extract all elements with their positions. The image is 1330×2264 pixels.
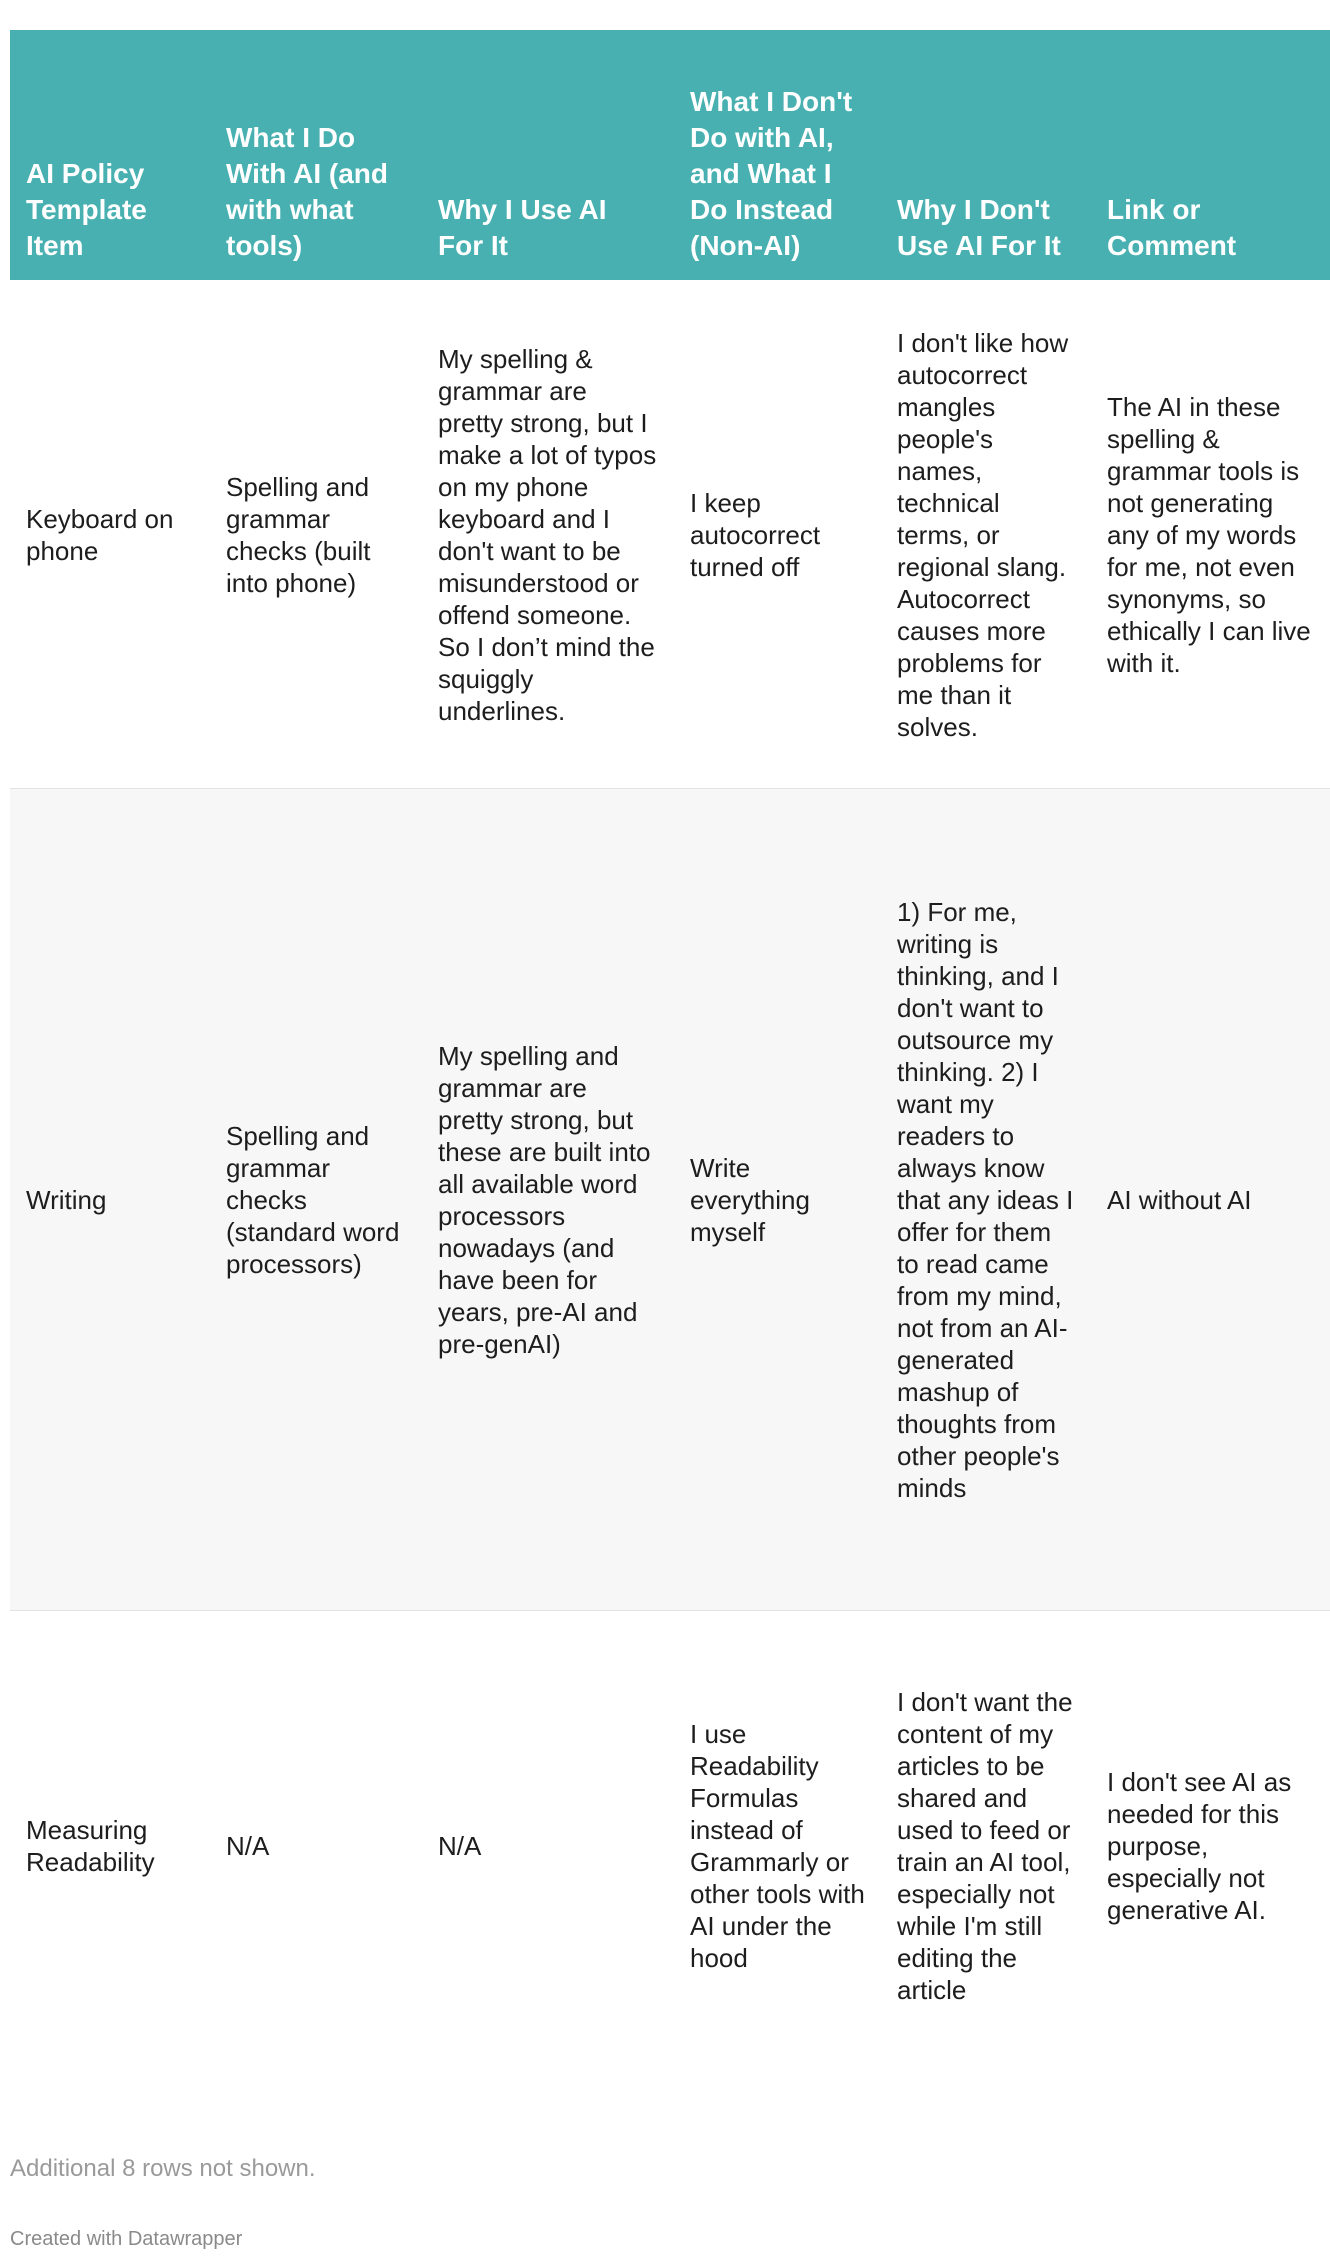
column-header-do-with-ai[interactable]: What I Do With AI (and with what tools) — [210, 30, 422, 280]
ai-policy-table-container — [10, 30, 1311, 2080]
cell-why-not-use-ai: I don't want the content of my articles to be shared and used to feed or train an AI tool, especially not while I'm still editing the article — [897, 1687, 1073, 2006]
cell-item: Keyboard on phone — [10, 280, 210, 788]
cell-do-with-ai: Spelling and grammar checks (built into phone) — [210, 280, 422, 788]
cell-do-with-ai: N/A — [226, 1831, 270, 1862]
cell-item: Writing — [10, 788, 210, 1610]
cell-do-with-ai: Spelling and grammar checks (standard word processors) — [210, 788, 422, 1610]
column-header-why-not-use-ai[interactable]: Why I Don't Use AI For It — [881, 30, 1091, 280]
hidden-rows-note: Additional 8 rows not shown. — [10, 2155, 316, 2182]
column-header-dont-do-with-ai[interactable]: What I Don't Do with AI, and What I Do Instead (Non-AI) — [674, 30, 881, 280]
cell-why-use-ai: My spelling & grammar are pretty strong, but I make a lot of typos on my phone keyboard and I don't want to be misunderstood or offend someone. So I don’t mind the squiggly underlines. — [422, 280, 674, 788]
header-row — [10, 30, 1330, 280]
datawrapper-credit: Created with Datawrapper — [10, 2228, 243, 2250]
cell-comment: I don't see AI as needed for this purpose, especially not generative AI. — [1107, 1767, 1292, 1926]
table-header — [10, 30, 1330, 280]
cell-dont-do-with-ai: Write everything myself — [674, 788, 881, 1610]
table-row — [10, 1610, 1330, 2080]
cell-why-not-use-ai: 1) For me, writing is thinking, and I don't want to outsource my thinking. 2) I want my readers to always know that any ideas I offer for them to read came from my mind, not from an AI-generated mashup of thoughts from other people's minds — [881, 788, 1091, 1610]
column-header-link-or-comment[interactable]: Link or Comment — [1091, 30, 1330, 280]
cell-why-use-ai: My spelling and grammar are pretty strong, but these are built into all available word processors nowadays (and have been for years, pre-AI and pre-genAI) — [422, 788, 674, 1610]
cell-why-use-ai: N/A — [438, 1831, 482, 1862]
table-body — [10, 280, 1330, 2080]
column-header-item[interactable]: AI Policy Template Item — [10, 30, 210, 280]
cell-dont-do-with-ai: I use Readability Formulas instead of Grammarly or other tools with AI under the hood — [690, 1719, 865, 1974]
column-header-why-use-ai[interactable]: Why I Use AI For It — [422, 30, 674, 280]
table-row — [10, 280, 1330, 788]
cell-dont-do-with-ai: I keep autocorrect turned off — [674, 280, 881, 788]
table-row — [10, 788, 1330, 1610]
cell-item: Measuring Readability — [26, 1815, 155, 1878]
cell-comment: The AI in these spelling & grammar tools is not generating any of my words for me, not even synonyms, so ethically I can live with it. — [1091, 280, 1330, 788]
cell-comment: AI without AI — [1091, 788, 1330, 1610]
cell-why-not-use-ai: I don't like how autocorrect mangles people's names, technical terms, or regional slang. Autocorrect causes more problems for me than it solves. — [881, 280, 1091, 788]
ai-policy-table — [10, 30, 1330, 2080]
